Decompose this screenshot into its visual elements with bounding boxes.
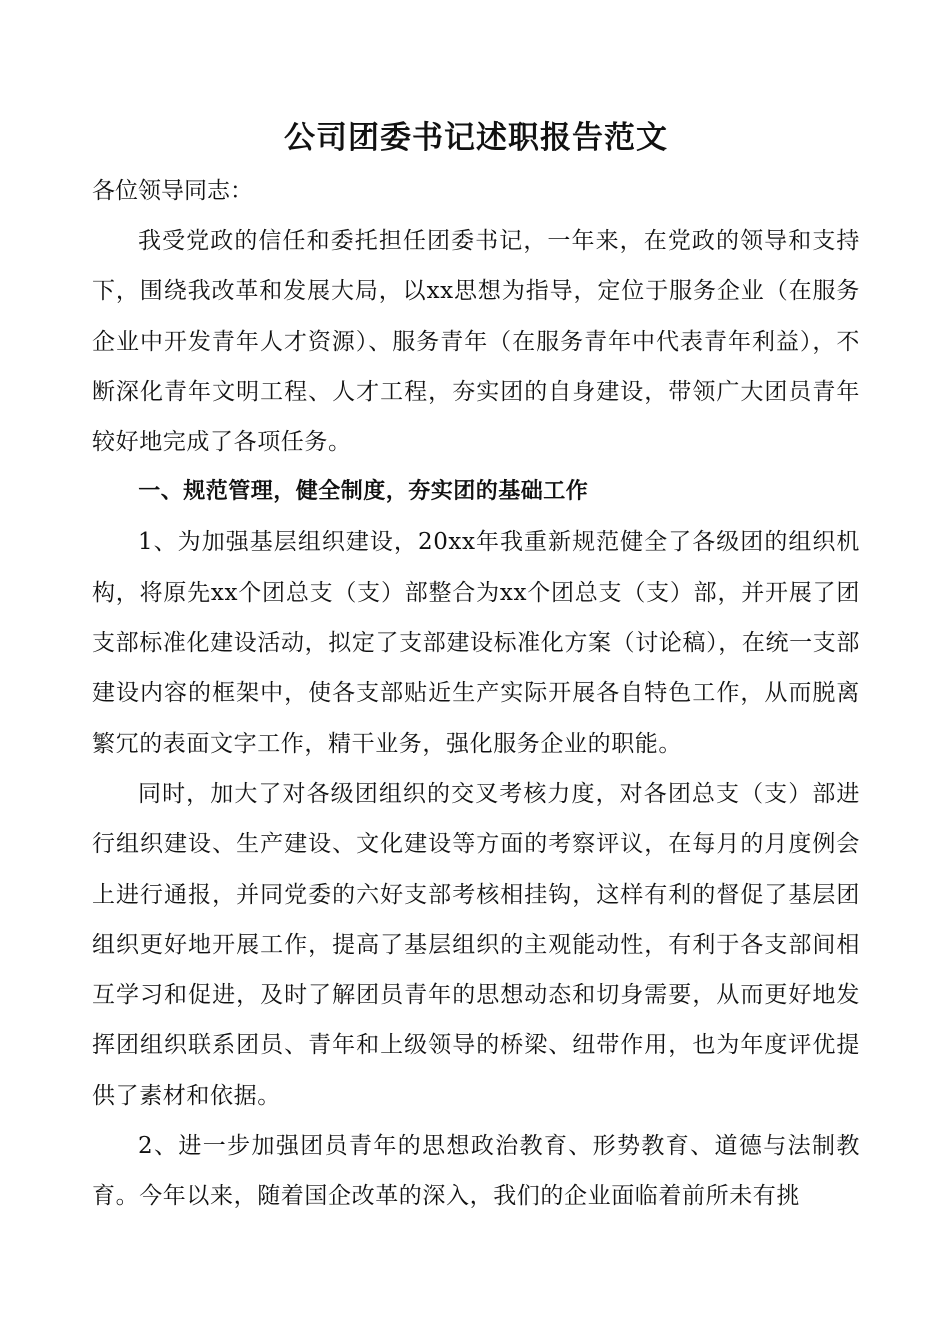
item-2-paragraph: 2、进一步加强团员青年的思想政治教育、形势教育、道德与法制教育。今年以来，随着国企改革的深入，我们的企业面临着前所未有挑 — [92, 1133, 860, 1210]
document-title: 公司团委书记述职报告范文 — [284, 120, 668, 156]
salutation: 各位领导同志： — [92, 178, 253, 204]
document-page — [92, 110, 860, 1222]
section-heading-1: 一、规范管理，健全制度，夯实团的基础工作 — [138, 479, 589, 505]
intro-paragraph: 我受党政的信任和委托担任团委书记，一年来，在党政的领导和支持下，围绕我改革和发展大局，以xx思想为指导，定位于服务企业（在服务企业中开发青年人才资源）、服务青年（在服务青年中代表青年利益），不断深化青年文明工程、人才工程，夯实团的自身建设，带领广大团员青年较好地完成了各项任务。 — [92, 228, 860, 456]
item-1-paragraph: 1、为加强基层组织建设，20xx年我重新规范健全了各级团的组织机构，将原先xx个团总支（支）部整合为xx个团总支（支）部，并开展了团支部标准化建设活动，拟定了支部建设标准化方案（讨论稿），在统一支部建设内容的框架中，使各支部贴近生产实际开展各自特色工作，从而脱离繁冗的表面文字工作，精干业务，强化服务企业的职能。 — [92, 529, 860, 757]
item-1-continued-paragraph: 同时，加大了对各级团组织的交叉考核力度，对各团总支（支）部进行组织建设、生产建设、文化建设等方面的考察评议，在每月的月度例会上进行通报，并同党委的六好支部考核相挂钩，这样有利的督促了基层团组织更好地开展工作，提高了基层组织的主观能动性，有利于各支部间相互学习和促进，及时了解团员青年的思想动态和切身需要，从而更好地发挥团组织联系团员、青年和上级领导的桥梁、纽带作用，也为年度评优提供了素材和依据。 — [92, 780, 860, 1109]
